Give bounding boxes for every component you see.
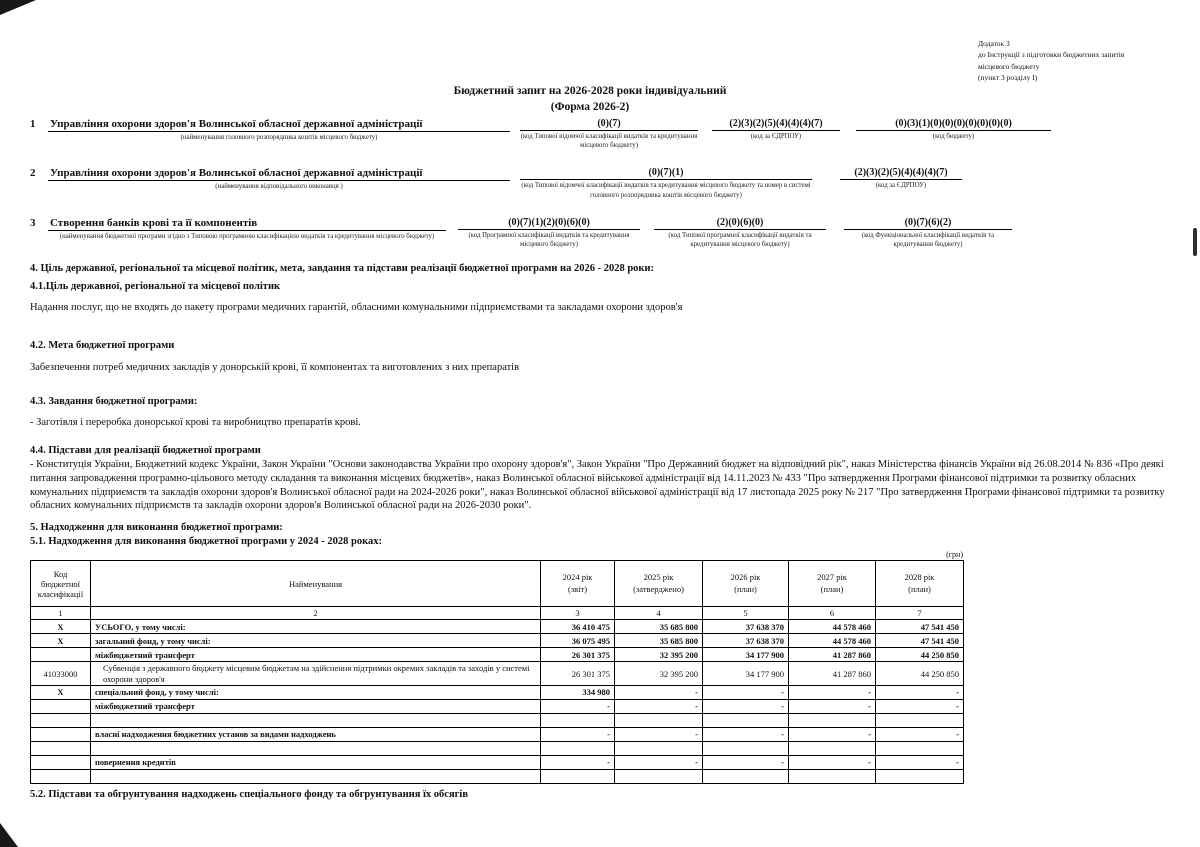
revenues-table [30, 560, 964, 784]
cell-code [31, 713, 91, 727]
col-number: 4 [615, 607, 703, 620]
cell-name: спеціальний фонд, у тому числі: [91, 685, 541, 699]
scan-edge-artifact-right [1193, 228, 1197, 256]
cell-name [91, 741, 541, 755]
section-4-3-text: - Заготівля і переробка донорської крові та виробництво препаратів крові. [30, 417, 361, 429]
col-qualifier: (затверджено) [633, 583, 684, 594]
cell-value: 36 410 475 [541, 620, 615, 634]
cell-code: 41033000 [31, 662, 91, 685]
cell-code [31, 699, 91, 713]
code-typical-departmental: (0)(7) [520, 118, 698, 131]
row-number: 1 [30, 118, 36, 130]
col-number: 6 [789, 607, 876, 620]
cell-name [91, 713, 541, 727]
section-5-2-heading: 5.2. Підстави та обгрунтування надходжень спеціального фонду та обгрунтування їх обсягів [30, 789, 468, 800]
code-caption: (код Типової відомчої класифікації видатків та кредитування місцевого бюджету) [520, 133, 698, 150]
code-caption: (код Функціональної класифікації видатків та кредитування бюджету) [861, 231, 995, 248]
table-row [31, 662, 964, 685]
cell-value [615, 713, 703, 727]
col-qualifier: (план) [820, 583, 844, 594]
cell-name: міжбюджетний трансферт [91, 699, 541, 713]
col-header-2026 [703, 561, 789, 607]
table-row [31, 741, 964, 755]
form-row-main-administrator [30, 118, 1170, 150]
code-caption: (код бюджету) [932, 133, 975, 140]
table-row [31, 648, 964, 662]
cell-value [876, 769, 964, 783]
cell-value [876, 741, 964, 755]
annex-line: місцевого бюджету [978, 61, 1040, 71]
section-4 [30, 262, 1170, 513]
cell-value: 26 301 375 [541, 648, 615, 662]
annex-line: до Інструкції з підготовки бюджетних запитів [978, 50, 1125, 60]
cell-value: - [876, 699, 964, 713]
cell-value: 334 980 [541, 685, 615, 699]
code-budget: (0)(3)(1)(0)(0)(0)(0)(0)(0)(0) [856, 118, 1051, 131]
col-year: 2028 рік [904, 572, 935, 583]
table-row [31, 620, 964, 634]
responsible-executor-name: Управління охорони здоров'я Волинської обласної державної адміністрації [48, 167, 510, 181]
cell-value: - [541, 699, 615, 713]
col-qualifier: (план) [734, 583, 757, 594]
row-number: 2 [30, 167, 36, 180]
cell-value: 44 578 460 [789, 634, 876, 648]
cell-value: 47 541 450 [876, 634, 964, 648]
table-row [31, 699, 964, 713]
cell-value [789, 741, 876, 755]
cell-value: 32 395 200 [615, 648, 703, 662]
document-title-line2: (Форма 2026-2) [550, 100, 630, 113]
cell-code: X [31, 634, 91, 648]
table-row [31, 713, 964, 727]
code-program-classification: (0)(7)(1)(2)(0)(6)(0) [458, 217, 640, 230]
scan-corner-artifact-bottom-left [0, 823, 18, 847]
table-row [31, 755, 964, 769]
section-5-1-heading: 5.1. Надходження для виконання бюджетної програми у 2024 - 2028 роках: [30, 535, 383, 547]
cell-value: 47 541 450 [876, 620, 964, 634]
cell-value: - [876, 727, 964, 741]
cell-name: загальний фонд, у тому числі: [91, 634, 541, 648]
cell-name: власні надходження бюджетних установ за видами надходжень [91, 727, 541, 741]
table-column-numbers-row [31, 607, 964, 620]
cell-value: 41 287 860 [789, 662, 876, 685]
table-row [31, 727, 964, 741]
code-caption: (код Типової відомчої класифікації видатків та кредитування місцевого бюджету та номер в системі головного розпорядника коштів місцевого бюджету) [521, 182, 811, 199]
section-4-1-text: Надання послуг, що не входять до пакету програми медичних гарантій, обласними комунальними підприємствами та закладами охорони здоров'я [30, 302, 683, 314]
col-qualifier: (план) [908, 583, 931, 594]
cell-value: 35 685 800 [615, 634, 703, 648]
cell-code [31, 769, 91, 783]
cell-value: - [615, 727, 703, 741]
cell-code: X [31, 685, 91, 699]
table-row [31, 769, 964, 783]
col-qualifier: (звіт) [567, 583, 588, 594]
units-label: (грн) [946, 550, 963, 560]
code-caption: (код за ЄДРПОУ) [875, 182, 927, 190]
cell-value: - [615, 699, 703, 713]
col-header-name: Найменування [91, 561, 541, 607]
col-year: 2024 рік [562, 572, 593, 583]
cell-value: 26 301 375 [541, 662, 615, 685]
cell-value: 34 177 900 [703, 662, 789, 685]
col-number: 3 [541, 607, 615, 620]
code-caption: (код Програмної класифікації видатків та кредитування місцевого бюджету) [468, 231, 630, 248]
cell-value: - [789, 685, 876, 699]
section-4-3-heading: 4.3. Завдання бюджетної програми: [30, 395, 198, 407]
form-row-responsible-executor [30, 167, 1170, 199]
cell-value: 44 250 850 [876, 662, 964, 685]
code-caption: (код за ЄДРПОУ) [750, 133, 802, 140]
cell-value: - [615, 755, 703, 769]
col-header-2028 [876, 561, 964, 607]
col-number: 5 [703, 607, 789, 620]
cell-value: - [789, 755, 876, 769]
annex-line: (пункт 3 розділу І) [978, 72, 1038, 82]
cell-value: 35 685 800 [615, 620, 703, 634]
cell-value: - [541, 727, 615, 741]
section-4-heading: 4. Ціль державної, регіональної та місцевої політик, мета, завдання та підстави реалізації бюджетної програми на 2026 - 2028 роки: [30, 263, 655, 274]
code-caption: (код Типової програмної класифікації видатків та кредитування місцевого бюджету) [668, 231, 812, 248]
section-4-2-text: Забезпечення потреб медичних закладів у донорській крові, її компонентах та виготовлених з них препаратів [30, 361, 520, 373]
form-header-rows [30, 118, 1170, 266]
cell-value [541, 769, 615, 783]
cell-code: X [31, 620, 91, 634]
section-4-1-heading: 4.1.Ціль державної, регіональної та місцевої політик [30, 280, 281, 292]
col-header-2027 [789, 561, 876, 607]
cell-value [789, 769, 876, 783]
cell-value: - [703, 727, 789, 741]
cell-name: повернення кредитів [91, 755, 541, 769]
cell-value: 32 395 200 [615, 662, 703, 685]
col-header-2024 [541, 561, 615, 607]
table-header-row [31, 561, 964, 607]
cell-value: - [615, 685, 703, 699]
annex-reference [978, 38, 1168, 83]
cell-value [703, 741, 789, 755]
col-number: 2 [91, 607, 541, 620]
code-typical-departmental-number: (0)(7)(1) [520, 167, 812, 180]
cell-name [91, 769, 541, 783]
budget-program-caption: (найменування бюджетної програми згідно з Типовою програмною класифікацією видатків та кредитування місцевого бюджету) [59, 232, 435, 240]
code-typical-program-classification: (2)(0)(6)(0) [654, 217, 826, 230]
cell-value [703, 769, 789, 783]
responsible-executor-caption: (найменування відповідального виконавця ) [215, 183, 343, 191]
main-administrator-caption: (найменування головного розпорядника коштів місцевого бюджету) [180, 134, 378, 141]
section-5 [30, 521, 1170, 784]
col-year: 2027 рік [817, 572, 847, 583]
document-title [30, 84, 1150, 115]
cell-value: - [876, 685, 964, 699]
section-5-2 [30, 788, 1170, 802]
form-row-budget-program [30, 217, 1170, 249]
cell-value: - [789, 699, 876, 713]
cell-value: 37 638 370 [703, 620, 789, 634]
code-functional-classification: (0)(7)(6)(2) [844, 217, 1012, 230]
section-4-2-heading: 4.2. Мета бюджетної програми [30, 340, 175, 352]
cell-name: УСЬОГО, у тому числі: [91, 620, 541, 634]
cell-code [31, 648, 91, 662]
cell-value: 41 287 860 [789, 648, 876, 662]
cell-value [615, 741, 703, 755]
section-4-4-text: - Конституція України, Бюджетний кодекс України, Закон України "Основи законодавства України про охорону здоров'я", Закон України "Про Державний бюджет на відповідний рік", наказ Міністерства фінансів України від 26.08.2014 № 836 «Про деякі питання запровадження програмно-цільового методу складання та виконання місцевих бюджетів», наказ Волинської обласної військової адміністрації від 14.11.2023 № 433 "Про затвердження Програми фінансової підтримки та розвитку обласних комунальних підприємств та закладів охорони здоров'я Волинської обласної ради на 2024-2026 роки", наказ Волинської обласної військової адміністрації від 17 листопада 2025 року № 217 "Про затвердження Програми фінансової підтримки та розвитку обласних комунальних підприємств та закладів охорони здоров'я Волинської обласної ради на 2026-2030 роки". [30, 458, 1165, 512]
cell-value: - [703, 755, 789, 769]
cell-code [31, 755, 91, 769]
cell-name: Субвенція з державного бюджету місцевим бюджетам на здійснення підтримки окремих закладів та заходів у системі охорони здоров'я [91, 662, 541, 685]
col-year: 2025 рік [643, 572, 674, 583]
cell-value: - [703, 699, 789, 713]
col-year: 2026 рік [730, 572, 761, 583]
code-edrpou: (2)(3)(2)(5)(4)(4)(4)(7) [712, 118, 840, 131]
cell-value: 37 638 370 [703, 634, 789, 648]
section-5-heading: 5. Надходження для виконання бюджетної програми: [30, 522, 283, 533]
col-header-code: Код бюджетної класифікації [31, 561, 91, 607]
budget-program-name: Створення банків крові та її компонентів [48, 217, 446, 231]
cell-value: - [876, 755, 964, 769]
cell-value: 34 177 900 [703, 648, 789, 662]
scan-corner-artifact-top-left [0, 0, 36, 15]
cell-name: міжбюджетний трансферт [91, 648, 541, 662]
col-header-2025 [615, 561, 703, 607]
row-number: 3 [30, 216, 36, 229]
col-number: 7 [876, 607, 964, 620]
cell-value: - [789, 727, 876, 741]
cell-value: - [541, 755, 615, 769]
cell-value [703, 713, 789, 727]
main-administrator-name: Управління охорони здоров'я Волинської обласної державної адміністрації [48, 118, 510, 132]
col-number: 1 [31, 607, 91, 620]
cell-value: - [703, 685, 789, 699]
cell-value [615, 769, 703, 783]
code-edrpou: (2)(3)(2)(5)(4)(4)(4)(7) [840, 167, 962, 180]
table-row [31, 634, 964, 648]
cell-value [541, 741, 615, 755]
cell-value: 44 578 460 [789, 620, 876, 634]
cell-code [31, 741, 91, 755]
cell-value [876, 713, 964, 727]
table-row [31, 685, 964, 699]
cell-value [789, 713, 876, 727]
section-4-4-heading: 4.4. Підстави для реалізації бюджетної програми [30, 445, 261, 457]
annex-line: Додаток 3 [978, 39, 1010, 48]
cell-value: 44 250 850 [876, 648, 964, 662]
cell-value [541, 713, 615, 727]
document-title-line1: Бюджетний запит на 2026-2028 роки індивідуальний [453, 85, 727, 97]
cell-value: 36 075 495 [541, 634, 615, 648]
cell-code [31, 727, 91, 741]
